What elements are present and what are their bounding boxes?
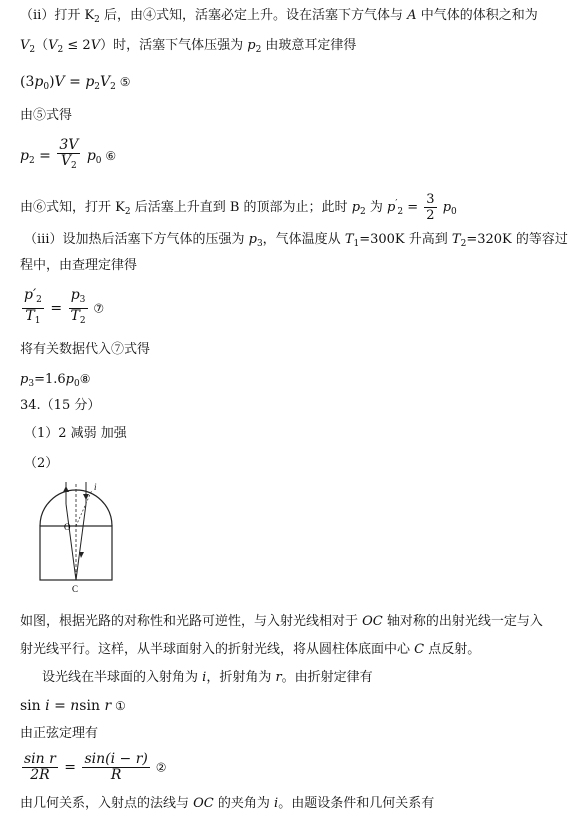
line-open-k2: （ⅱ）打开 $K_2$ 后，由④式知，活塞必定上升。设在活塞下方气体与 A 中气体的体积之和为 — [20, 8, 538, 25]
label-i: i — [94, 482, 97, 492]
answer-34-2-heading: （2） — [24, 456, 59, 471]
reflected-ray — [66, 504, 76, 580]
line-v2-condition: $V_2(V_2 \le 2V)$时，活塞下气体压强为 $p_2$ 由玻意耳定律得 — [20, 38, 357, 55]
equation-7: $\frac{p'_2}{T_1}$ = $\frac{p_3}{T_2}$ ⑦ — [24, 287, 105, 326]
equation-6: $p_2$ = $\frac{3V}{V_2}$ $p_0$ ⑥ — [20, 137, 117, 171]
line-symmetry: 如图，根据光路的对称性和光路可逆性，与入射光线相对于 OC 轴对称的出射光线一定与入 — [20, 614, 543, 629]
line-incidence-angle: 设光线在半球面的入射角为 i，折射角为 r。由折射定律有 — [42, 670, 373, 685]
line-charles-law: 程中，由查理定律得 — [20, 258, 138, 273]
optics-figure — [28, 480, 138, 600]
equation-1: sin i = nsin r ① — [20, 698, 126, 714]
equation-2: $\frac{\text{sin r}}{2R}$ = $\frac{\sin(i - r)}{R}$ ② — [24, 751, 167, 783]
line-piston-rises: 由⑥式知，打开 $K_2$ 后活塞上升直到 B 的顶部为止；此时 $p_2$ 为 $p'_2$ = $\frac{3}{2}$ $p_0$ — [20, 192, 457, 223]
equation-8: $p_3=1.6p_0⑧$ — [20, 372, 91, 389]
line-from-eq5: 由⑤式得 — [20, 108, 73, 123]
refracted-ray — [76, 504, 86, 580]
line-substitute: 将有关数据代入⑦式得 — [20, 342, 151, 357]
line-geometry: 由几何关系，入射点的法线与 OC 的夹角为 i。由题设条件和几何关系有 — [20, 796, 435, 811]
equation-5: $(3p_0)V = p_2V_2$ ⑤ — [20, 74, 131, 92]
label-c: C — [72, 584, 79, 594]
label-o: O — [64, 522, 71, 532]
answer-34-1: （1）2 减弱 加强 — [24, 426, 127, 441]
line-parallel: 射光线平行。这样，从半球面射入的折射光线，将从圆柱体底面中心 C 点反射。 — [20, 642, 481, 657]
question-34-heading: 34.（15 分） — [20, 398, 101, 413]
outgoing-arrow-icon — [63, 486, 69, 492]
line-heating: （ⅲ）设加热后活塞下方气体的压强为 $p_3$，气体温度从 $T_1=300K$ 升高到 $T_2=320K$ 的等容过 — [24, 232, 568, 249]
line-sine-rule: 由正弦定理有 — [20, 726, 99, 741]
